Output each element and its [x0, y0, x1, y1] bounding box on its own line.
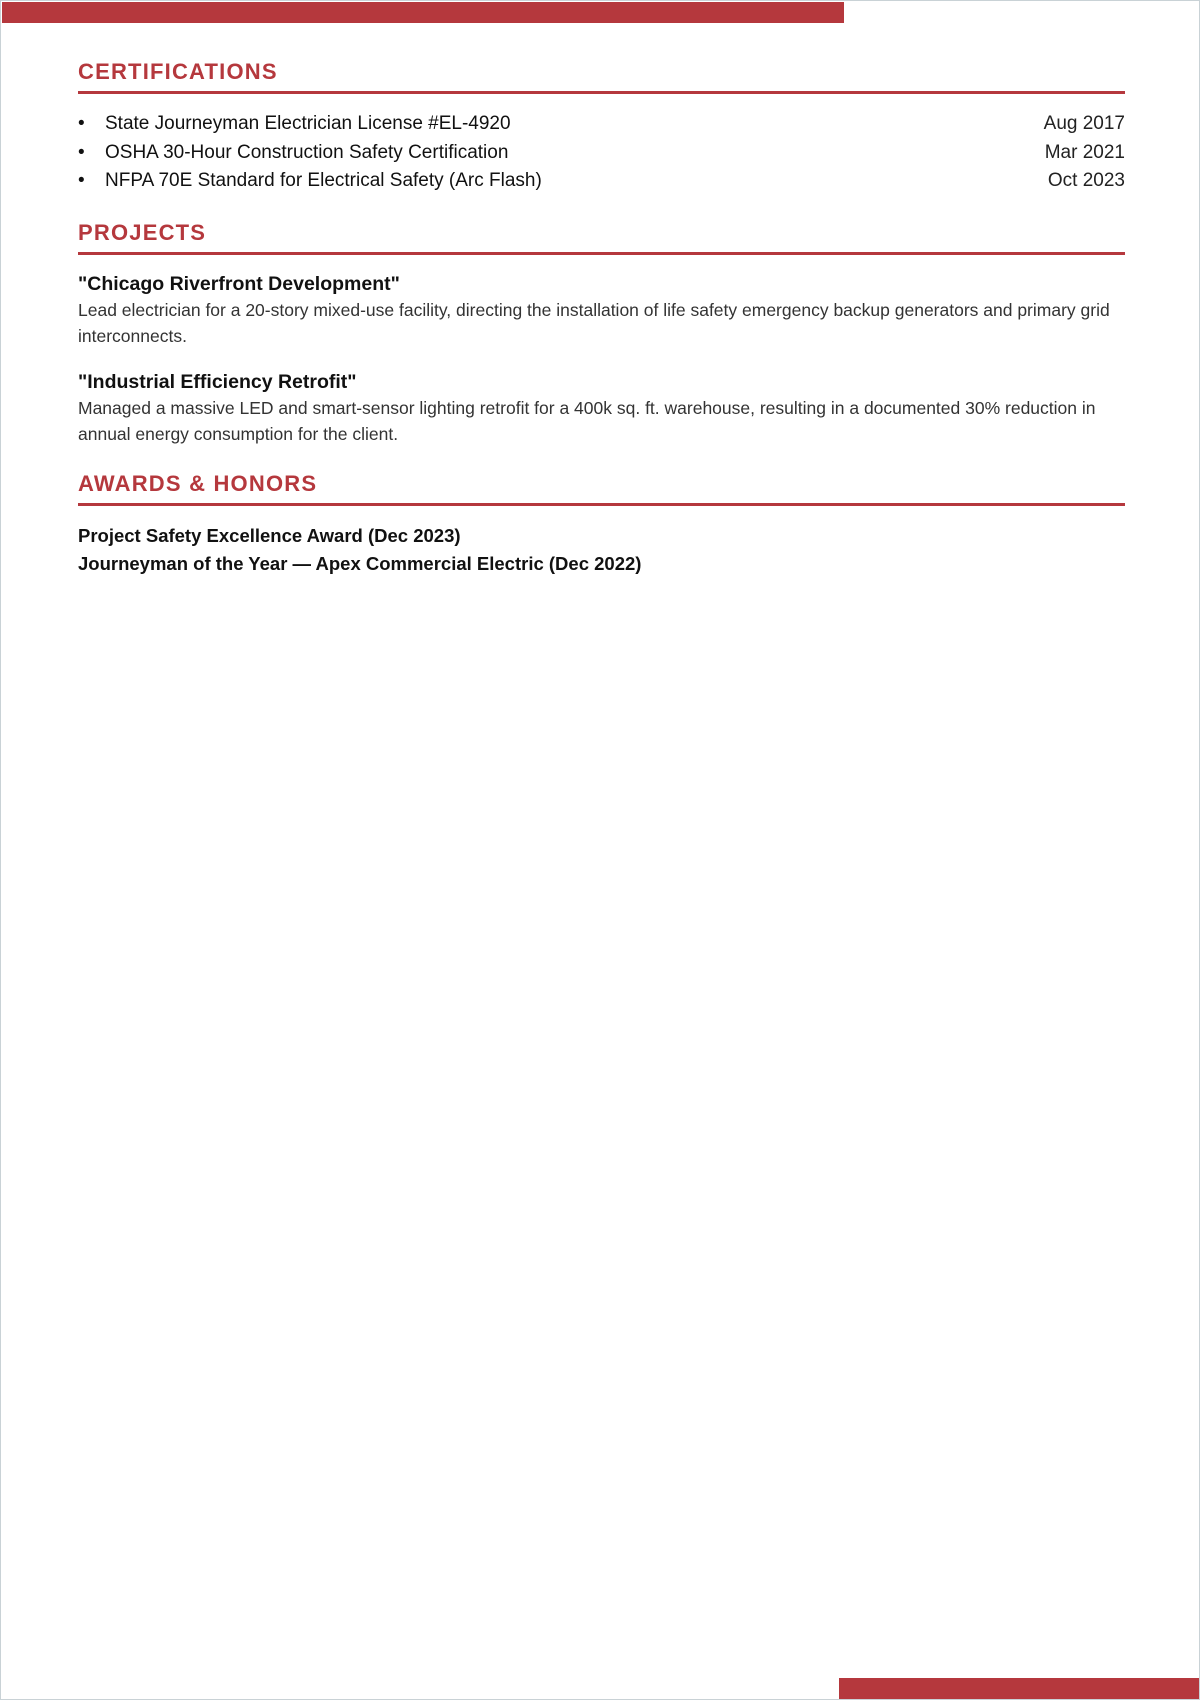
- page-content: [78, 59, 1125, 603]
- award-item: Journeyman of the Year — Apex Commercial Electric (Dec 2022): [78, 553, 642, 574]
- project-entry: [78, 369, 1125, 447]
- certification-item: [78, 167, 1125, 196]
- projects-section: [78, 220, 1125, 447]
- certification-date: Aug 2017: [1043, 113, 1125, 134]
- awards-list: [78, 522, 1125, 579]
- bullet-icon: •: [78, 170, 85, 191]
- project-title: "Industrial Efficiency Retrofit": [78, 370, 357, 393]
- certification-name: State Journeyman Electrician License #EL-4920: [105, 113, 511, 134]
- award-item: Project Safety Excellence Award (Dec 2023): [78, 524, 461, 546]
- bullet-icon: •: [78, 113, 85, 134]
- awards-heading: AWARDS & HONORS: [78, 471, 1125, 506]
- awards-section: [78, 471, 1125, 579]
- certification-item: [78, 110, 1125, 139]
- project-title: "Chicago Riverfront Development": [78, 272, 400, 295]
- project-description: Lead electrician for a 20-story mixed-use facility, directing the installation of life safety emergency backup generators and primary grid interconnects.: [78, 299, 1110, 346]
- bullet-icon: •: [78, 141, 85, 163]
- bottom-accent-bar: [839, 1678, 1199, 1699]
- certification-date: Oct 2023: [1047, 170, 1125, 191]
- certification-date: Mar 2021: [1044, 141, 1125, 163]
- certifications-section: [78, 59, 1125, 196]
- certification-name: OSHA 30-Hour Construction Safety Certification: [105, 141, 509, 163]
- certifications-list: [78, 110, 1125, 196]
- project-entry: [78, 271, 1125, 349]
- projects-heading: PROJECTS: [78, 220, 1125, 255]
- certification-item: [78, 139, 1125, 168]
- top-accent-bar: [2, 2, 844, 23]
- certification-name: NFPA 70E Standard for Electrical Safety (Arc Flash): [105, 170, 542, 191]
- project-description: Managed a massive LED and smart-sensor lighting retrofit for a 400k sq. ft. warehouse, resulting in a documented 30% reduction in annual energy consumption for the client.: [78, 397, 1096, 444]
- certifications-heading: CERTIFICATIONS: [78, 59, 1125, 94]
